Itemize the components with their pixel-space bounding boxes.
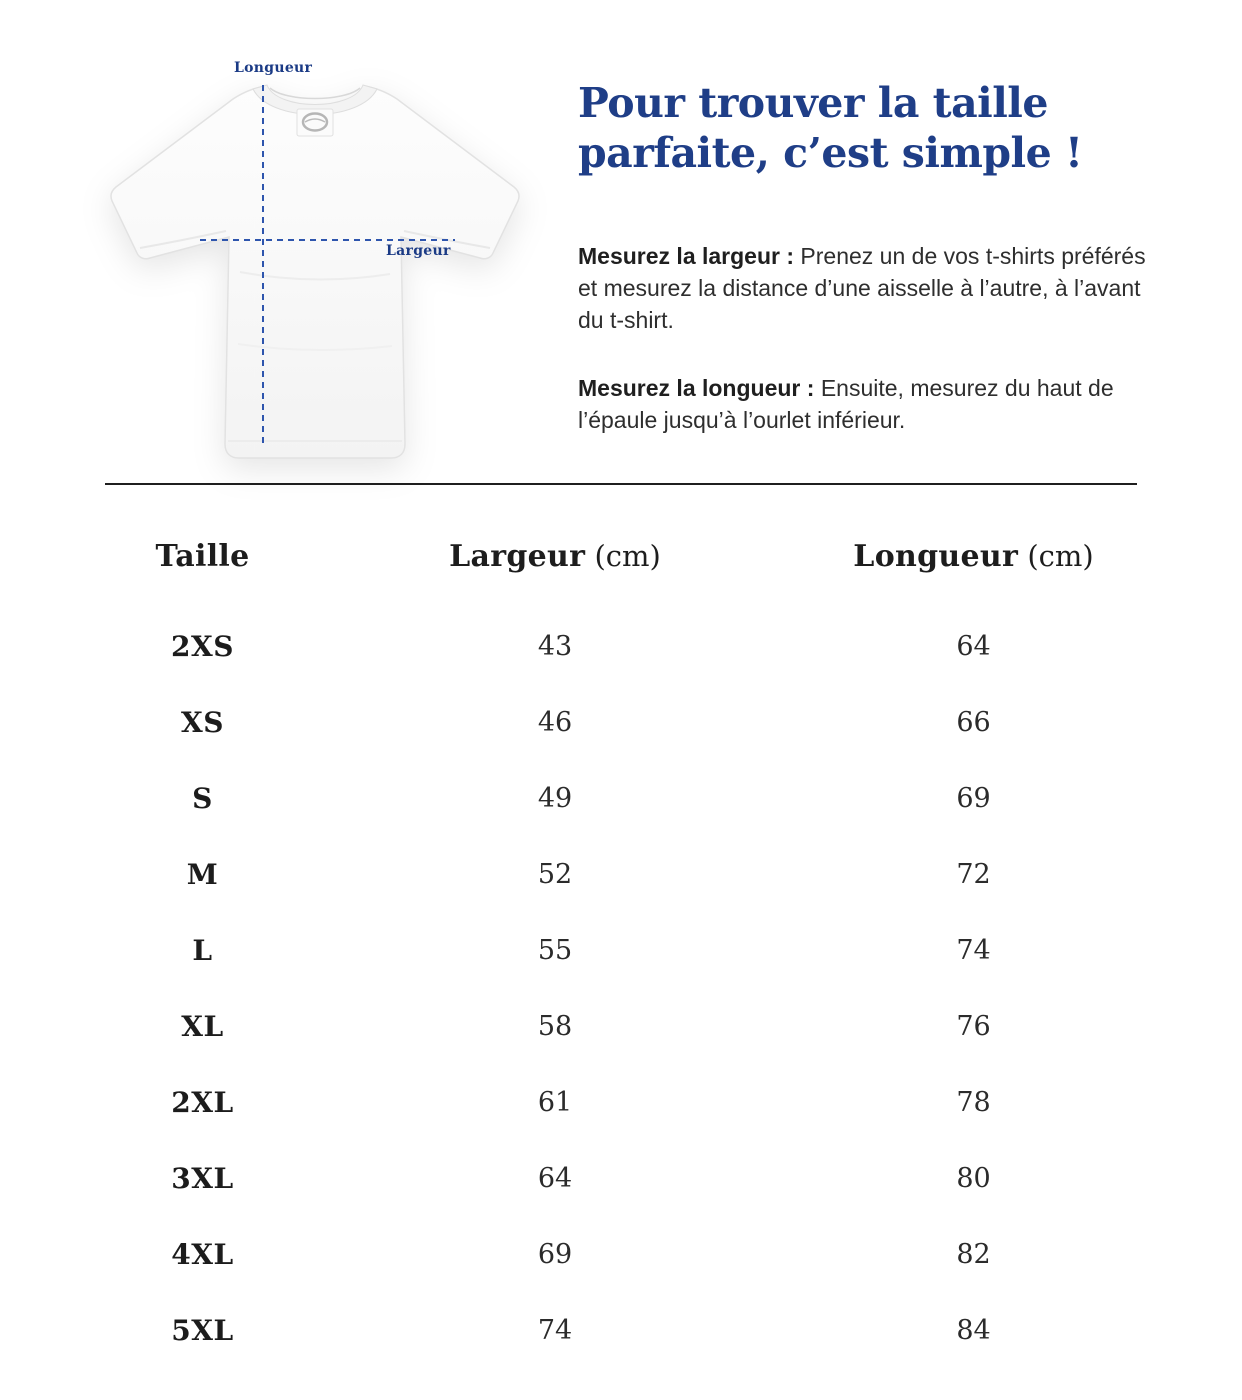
longueur-cell: 69 <box>956 782 991 814</box>
size-cell: XS <box>181 705 224 739</box>
largeur-cell: 46 <box>537 706 573 738</box>
size-cell: L <box>192 933 213 967</box>
col-header-longueur <box>810 539 1137 574</box>
longueur-cell: 80 <box>956 1162 991 1194</box>
table-row <box>105 1140 1137 1216</box>
table-row <box>105 988 1137 1064</box>
page-title-line1: Pour trouver la taille <box>578 79 1048 127</box>
largeur-cell: 61 <box>537 1086 573 1118</box>
tshirt-diagram <box>90 40 540 478</box>
table-row <box>105 912 1137 988</box>
table-row <box>105 760 1137 836</box>
longueur-cell: 78 <box>956 1086 991 1118</box>
col-header-taille <box>105 539 300 574</box>
measure-length-lead: Mesurez la longueur : <box>578 375 815 402</box>
table-row <box>105 684 1137 760</box>
largeur-cell: 58 <box>537 1010 573 1042</box>
section-divider <box>105 483 1137 485</box>
largeur-cell: 43 <box>537 630 573 662</box>
longueur-cell: 72 <box>956 858 991 890</box>
col-header-largeur <box>300 539 810 574</box>
size-table-header <box>105 539 1137 574</box>
col-header-longueur-label: Longueur <box>853 539 1019 574</box>
col-header-largeur-unit: (cm) <box>585 539 661 573</box>
largeur-cell: 64 <box>537 1162 573 1194</box>
size-cell: 2XL <box>171 1085 234 1119</box>
measure-length-text: Ensuite, mesurez du haut de l’épaule jusqu’à l’ourlet inférieur. <box>578 375 1114 434</box>
longueur-cell: 76 <box>956 1010 991 1042</box>
longueur-label: Longueur <box>234 60 313 76</box>
size-cell: 5XL <box>171 1313 234 1347</box>
col-header-longueur-unit: (cm) <box>1018 539 1094 573</box>
tshirt-body <box>111 86 519 458</box>
size-guide-intro-section <box>0 0 1242 483</box>
longueur-cell: 74 <box>956 934 991 966</box>
size-cell: 3XL <box>171 1161 234 1195</box>
tshirt-illustration <box>90 40 540 470</box>
collar-inner-line <box>270 88 360 99</box>
col-header-largeur-label: Largeur <box>449 539 586 574</box>
size-table-body <box>105 608 1137 1368</box>
table-row <box>105 1216 1137 1292</box>
measure-width-text: Prenez un de vos t-shirts préférés et mesurez la distance d’une aisselle à l’autre, à l’avant du t-shirt. <box>578 243 1146 334</box>
largeur-cell: 69 <box>537 1238 573 1270</box>
table-row <box>105 836 1137 912</box>
table-row <box>105 1064 1137 1140</box>
largeur-cell: 49 <box>537 782 573 814</box>
largeur-cell: 55 <box>537 934 573 966</box>
size-cell: 4XL <box>171 1237 234 1271</box>
size-cell: S <box>192 781 213 815</box>
table-row <box>105 608 1137 684</box>
measure-width-lead: Mesurez la largeur : <box>578 243 795 270</box>
page-title-line2: parfaite, c’est simple ! <box>578 129 1083 178</box>
size-cell: 2XS <box>171 629 234 663</box>
measure-width-instruction <box>578 240 1152 336</box>
longueur-cell: 66 <box>956 706 991 738</box>
table-row <box>105 1292 1137 1368</box>
longueur-cell: 82 <box>956 1238 991 1270</box>
longueur-cell: 64 <box>956 630 991 662</box>
size-cell: XL <box>181 1009 224 1043</box>
largeur-cell: 74 <box>537 1314 573 1346</box>
largeur-label: Largeur <box>386 243 451 259</box>
longueur-cell: 84 <box>956 1314 991 1346</box>
largeur-cell: 52 <box>537 858 573 890</box>
col-header-taille-label: Taille <box>155 539 250 574</box>
measure-length-instruction <box>578 372 1152 436</box>
size-cell: M <box>186 857 219 891</box>
page-title <box>578 78 1152 178</box>
intro-text-block <box>578 40 1152 472</box>
size-table <box>105 539 1137 1368</box>
